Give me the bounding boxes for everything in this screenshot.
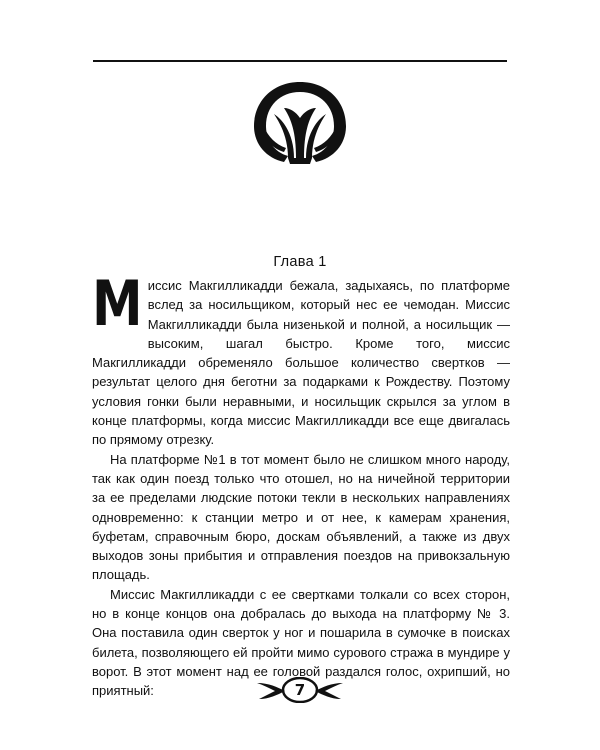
paragraph-text: иссис Макгилликадди бежала, задыхаясь, по платформе вслед за носильщиком, который нес ее чемодан. Миссис Макгилликадди была низенькой и полной, а носильщик — высоким, шагал быстро. Кроме того, миссис Макгилликадди обременяло большое количество свертков — результат целого дня беготни за подарками к Рождеству. Поэтому условия гонки были неравными, и носильщик скрылся за углом в конце платформы, когда миссис Макгилликадди все еще двигалась по прямому отрезку. <box>92 278 510 448</box>
chapter-title: Глава 1 <box>273 254 327 270</box>
paragraph <box>92 267 510 450</box>
page-number: 7 <box>294 681 306 699</box>
paragraph: На платформе №1 в тот момент было не слишком много народу, так как один поезд только что отошел, но на ничейной территории за ее пределами людские потоки текли в нескольких направлениях одновременно: к станции метро и от нее, к камерам хранения, буфетам, справочным бюро, доскам объявлений, а также из двух выходов зоны прибытия и отправления поездов на привокзальную площадь. <box>92 451 510 583</box>
header-rule <box>93 60 507 62</box>
paragraph: Миссис Макгилликадди с ее свертками толкали со всех сторон, но в конце концов она добралась до выхода на платформу № 3. Она поставила один сверток у ног и пошарила в сумочке в поисках билета, позволяющего ей пройти мимо сурового стража в мундире у ворот. В этот момент над ее головой раздался голос, охрипший, но приятный: <box>92 586 510 699</box>
drop-cap: М <box>92 267 143 340</box>
chapter-ornament-icon <box>244 78 356 164</box>
chapter-text <box>92 267 510 701</box>
